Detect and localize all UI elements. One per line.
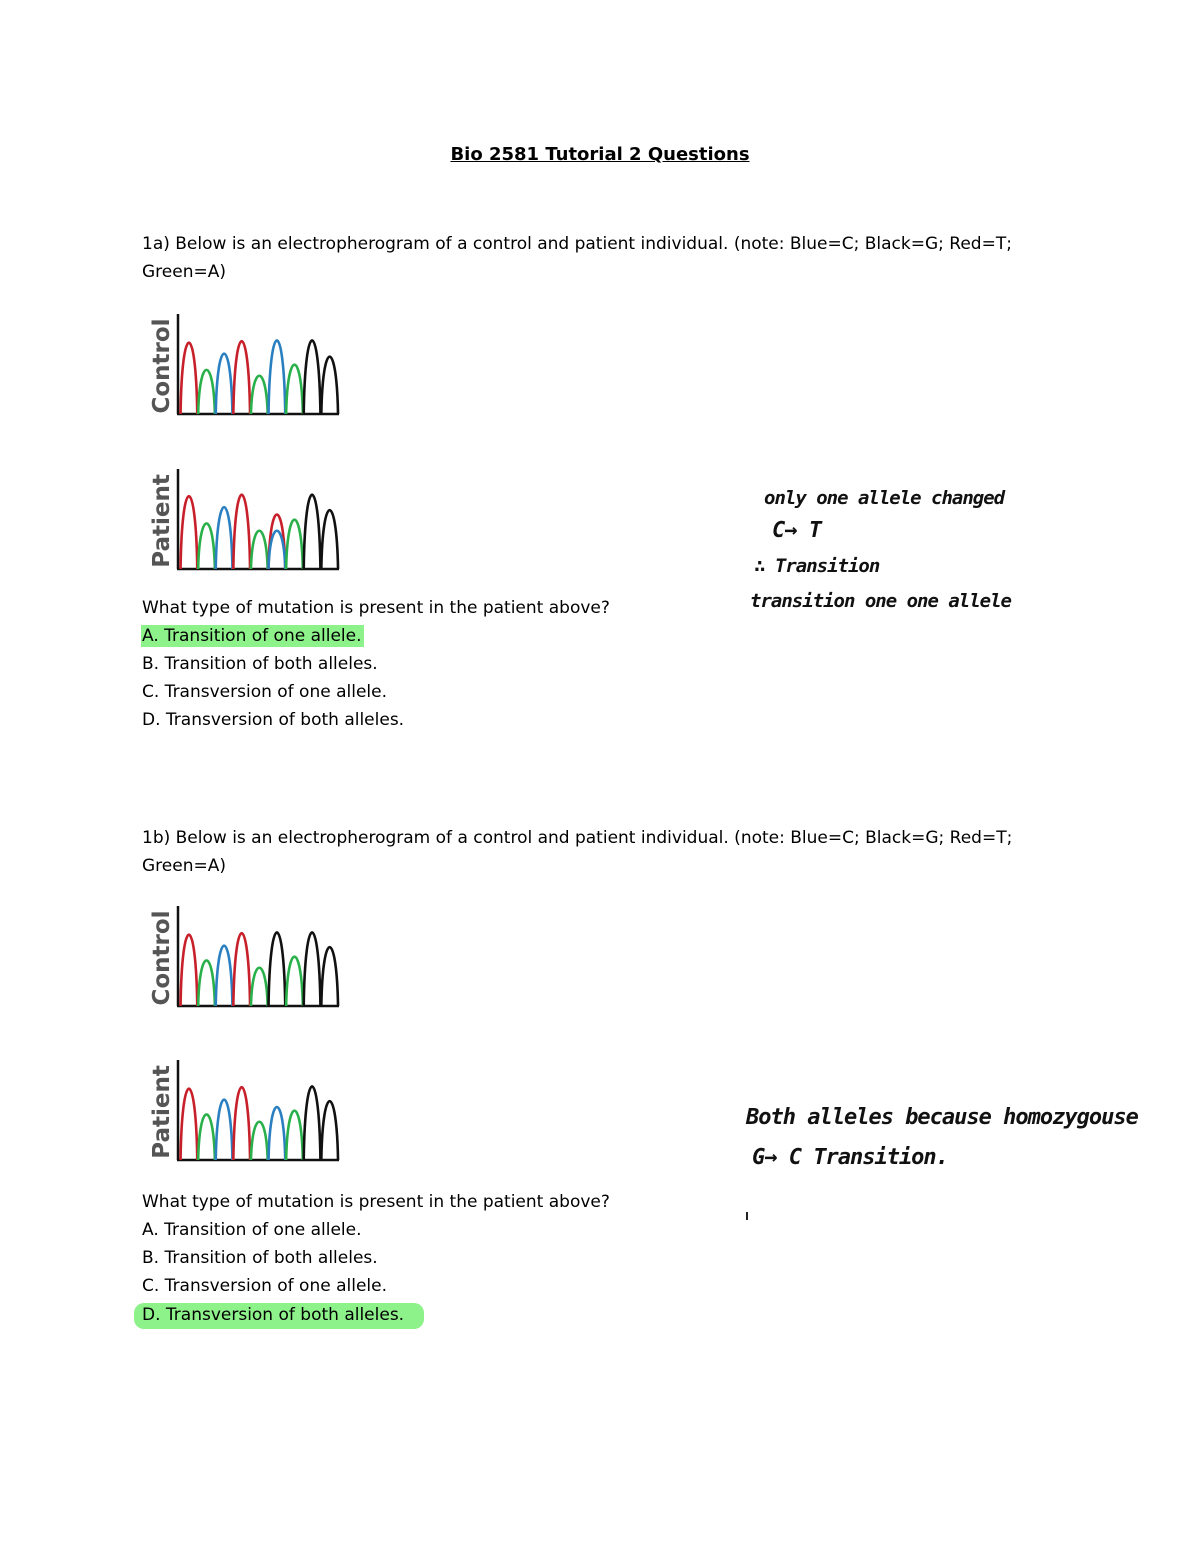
highlighted-answer: A. Transition of one allele. [142,626,362,646]
peak-A [198,523,215,569]
peak-C [216,354,233,414]
axis-label: Control [149,318,175,414]
q1b-question: What type of mutation is present in the patient above? [142,1192,610,1212]
peak-C [216,1100,233,1160]
peak-G [269,932,286,1006]
peak-T [181,935,198,1006]
peak-G [304,1086,321,1160]
peak-G [304,495,321,569]
q1b-option-c: C. Transversion of one allele. [142,1276,388,1296]
axis-label: Patient [149,474,175,568]
peak-T [233,933,250,1006]
peak-A [286,520,303,569]
peak-G [321,510,338,569]
q1a-note-4: transition one one allele [750,590,1011,612]
peak-C [216,507,233,569]
q1b-prompt-line1: 1b) Below is an electropherogram of a control and patient individual. (note: Blue=C; Black=G; Red=T; [142,828,1013,848]
q1b-option-b: B. Transition of both alleles. [142,1248,378,1268]
q1a-option-b: B. Transition of both alleles. [142,654,378,674]
peak-A [286,957,303,1006]
highlighted-answer: D. Transversion of both alleles. [134,1303,424,1329]
q1a-note-1: only one allele changed [764,487,1005,509]
q1a-option-a [142,622,364,650]
peak-T [181,343,198,414]
peak-T [181,496,198,569]
axis-label: Control [149,910,175,1006]
peak-A [251,531,268,569]
peak-A [251,968,268,1006]
q1a-patient-electropherogram [145,465,345,575]
peak-T [233,341,250,414]
peak-G [321,947,338,1006]
q1b-note-1: Both alleles because homozygouse [746,1105,1138,1130]
q1a-option-c: C. Transversion of one allele. [142,682,388,702]
peak-A [251,1122,268,1160]
q1a-note-2: C→ T [772,518,821,543]
peak-A [286,1111,303,1160]
q1a-note-3: ∴ Transition [754,555,880,577]
q1b-option-a: A. Transition of one allele. [142,1220,362,1240]
q1a-control-electropherogram [145,310,345,420]
peak-G [304,932,321,1006]
peak-T [181,1089,198,1160]
peak-G [321,357,338,414]
peak-A [198,370,215,414]
peak-G [304,340,321,414]
peak-C [269,340,286,414]
q1a-question: What type of mutation is present in the patient above? [142,598,610,618]
axis-label: Patient [149,1065,175,1159]
q1a-option-d: D. Transversion of both alleles. [142,710,405,730]
peak-A [251,376,268,414]
q1a-prompt-line2: Green=A) [142,262,226,282]
q1b-note-2: G→ C Transition. [752,1145,948,1170]
electropherogram-svg [145,902,345,1012]
peak-A [198,960,215,1006]
page-title: Bio 2581 Tutorial 2 Questions [450,144,750,165]
q1b-patient-electropherogram [145,1056,345,1166]
stray-mark [746,1212,748,1220]
q1b-control-electropherogram [145,902,345,1012]
electropherogram-svg [145,465,345,575]
electropherogram-svg [145,310,345,420]
peak-A [198,1114,215,1160]
q1b-option-d [142,1301,424,1329]
peak-T [233,1087,250,1160]
q1b-prompt-line2: Green=A) [142,856,226,876]
q1a-prompt-line1: 1a) Below is an electropherogram of a control and patient individual. (note: Blue=C; Black=G; Red=T; [142,234,1012,254]
peak-A [286,365,303,414]
peak-G [321,1101,338,1160]
peak-C [216,946,233,1006]
electropherogram-svg [145,1056,345,1166]
peak-C [269,1107,286,1160]
peak-T [233,495,250,569]
